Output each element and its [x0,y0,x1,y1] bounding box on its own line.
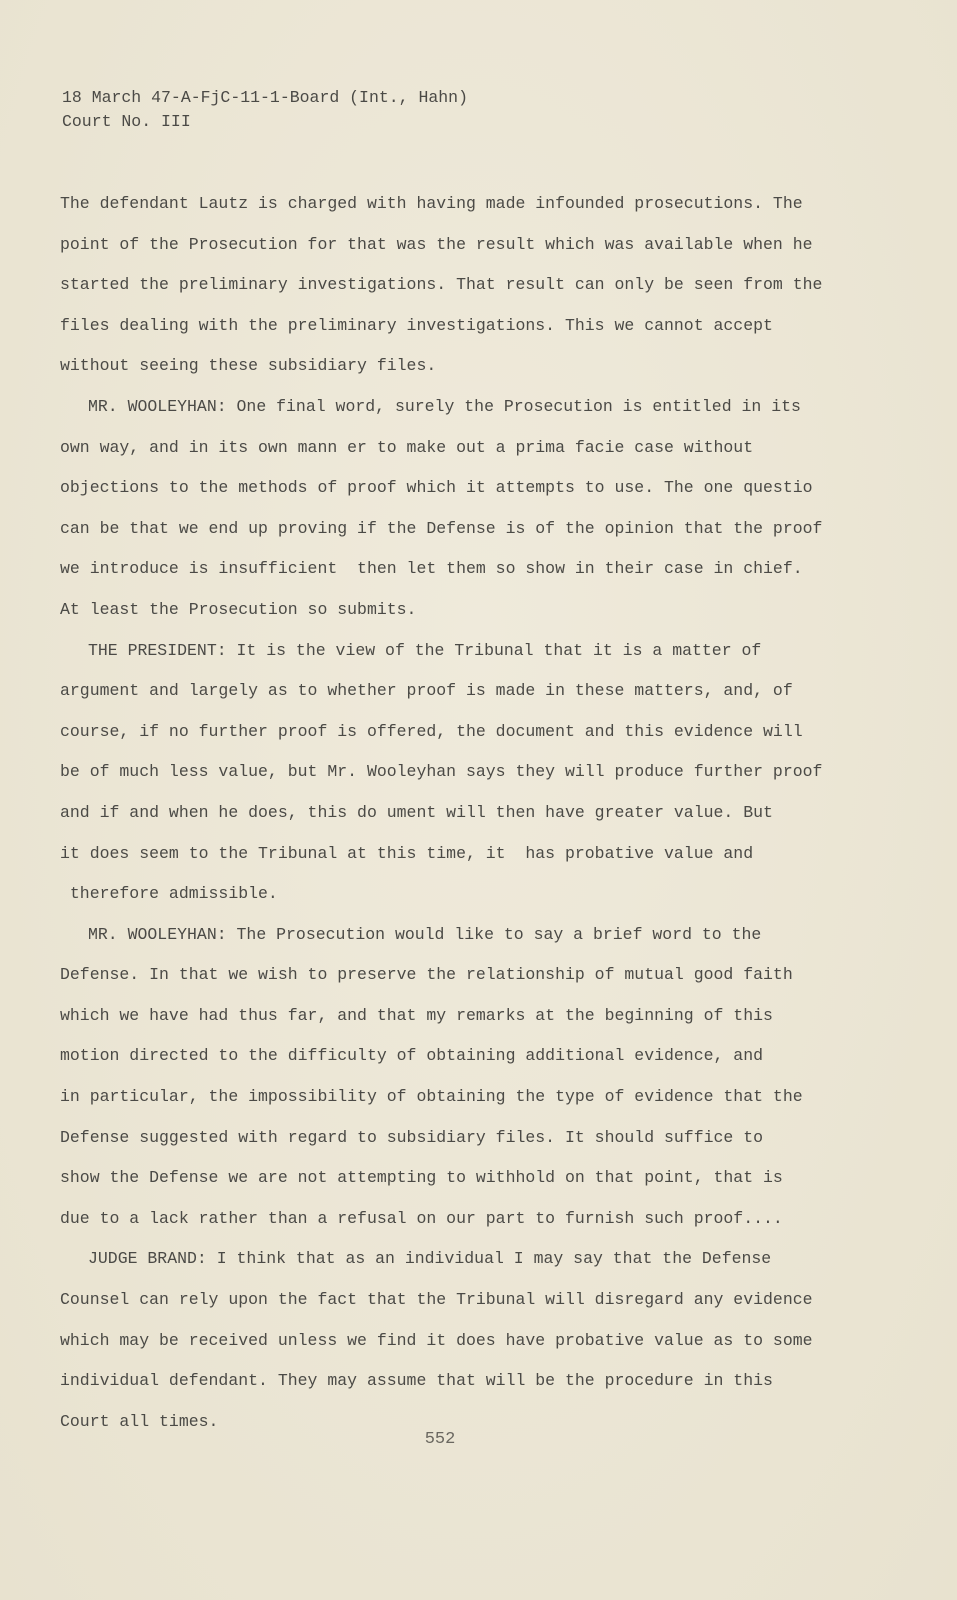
text-line: argument and largely as to whether proof is made in these matters, and, of [60,681,793,701]
text-line: files dealing with the preliminary investigations. This we cannot accept [60,315,773,335]
text-line: be of much less value, but Mr. Wooleyhan says they will produce further proof [60,762,823,782]
text-line: objections to the methods of proof which it attempts to use. The one questio [60,478,813,498]
text-line: therefore admissible. [60,884,278,904]
text-line: due to a lack rather than a refusal on our part to furnish such proof.... [60,1208,783,1228]
text-line: Defense. In that we wish to preserve the relationship of mutual good faith [60,965,793,985]
document-header [62,86,468,134]
text-line: At least the Prosecution so submits. [60,599,417,619]
text-line: point of the Prosecution for that was the result which was available when he [60,234,813,254]
text-line: THE PRESIDENT: It is the view of the Tribunal that it is a matter of [88,640,762,660]
header-court: Court No. III [62,112,191,131]
text-line: show the Defense we are not attempting to withhold on that point, that is [60,1168,783,1188]
page-number: 552 [424,1430,456,1449]
text-line: own way, and in its own mann er to make out a prima facie case without [60,437,754,457]
text-line: started the preliminary investigations. That result can only be seen from the [60,275,823,295]
text-line: JUDGE BRAND: I think that as an individual I may say that the Defense [88,1249,772,1269]
paragraph [60,184,940,387]
text-line: Counsel can rely upon the fact that the Tribunal will disregard any evidence [60,1290,813,1310]
text-line: which we have had thus far, and that my remarks at the beginning of this [60,1005,773,1025]
text-line: which may be received unless we find it does have probative value as to some [60,1330,813,1350]
text-line: individual defendant. They may assume that will be the procedure in this [60,1371,773,1391]
text-line: course, if no further proof is offered, the document and this evidence will [60,721,803,741]
text-line: we introduce is insufficient then let them so show in their case in chief. [60,559,803,579]
header-reference: 18 March 47-A-FjC-11-1-Board (Int., Hahn) [62,88,468,107]
text-line: in particular, the impossibility of obtaining the type of evidence that the [60,1087,803,1107]
paragraph [60,387,940,631]
paragraph [60,1239,940,1442]
text-line: and if and when he does, this do ument will then have greater value. But [60,802,773,822]
text-line: Court all times. [60,1411,219,1431]
paragraph [60,915,940,1240]
text-line: motion directed to the difficulty of obtaining additional evidence, and [60,1046,764,1066]
text-line: MR. WOOLEYHAN: One final word, surely the Prosecution is entitled in its [88,396,801,416]
text-line: it does seem to the Tribunal at this time, it has probative value and [60,843,754,863]
text-line: The defendant Lautz is charged with having made infounded prosecutions. The [60,194,803,213]
transcript-body [60,184,940,1442]
text-line: Defense suggested with regard to subsidiary files. It should suffice to [60,1127,764,1147]
paragraph [60,631,940,915]
text-line: MR. WOOLEYHAN: The Prosecution would like to say a brief word to the [88,924,762,944]
text-line: can be that we end up proving if the Defense is of the opinion that the proof [60,518,823,538]
text-line: without seeing these subsidiary files. [60,356,437,376]
